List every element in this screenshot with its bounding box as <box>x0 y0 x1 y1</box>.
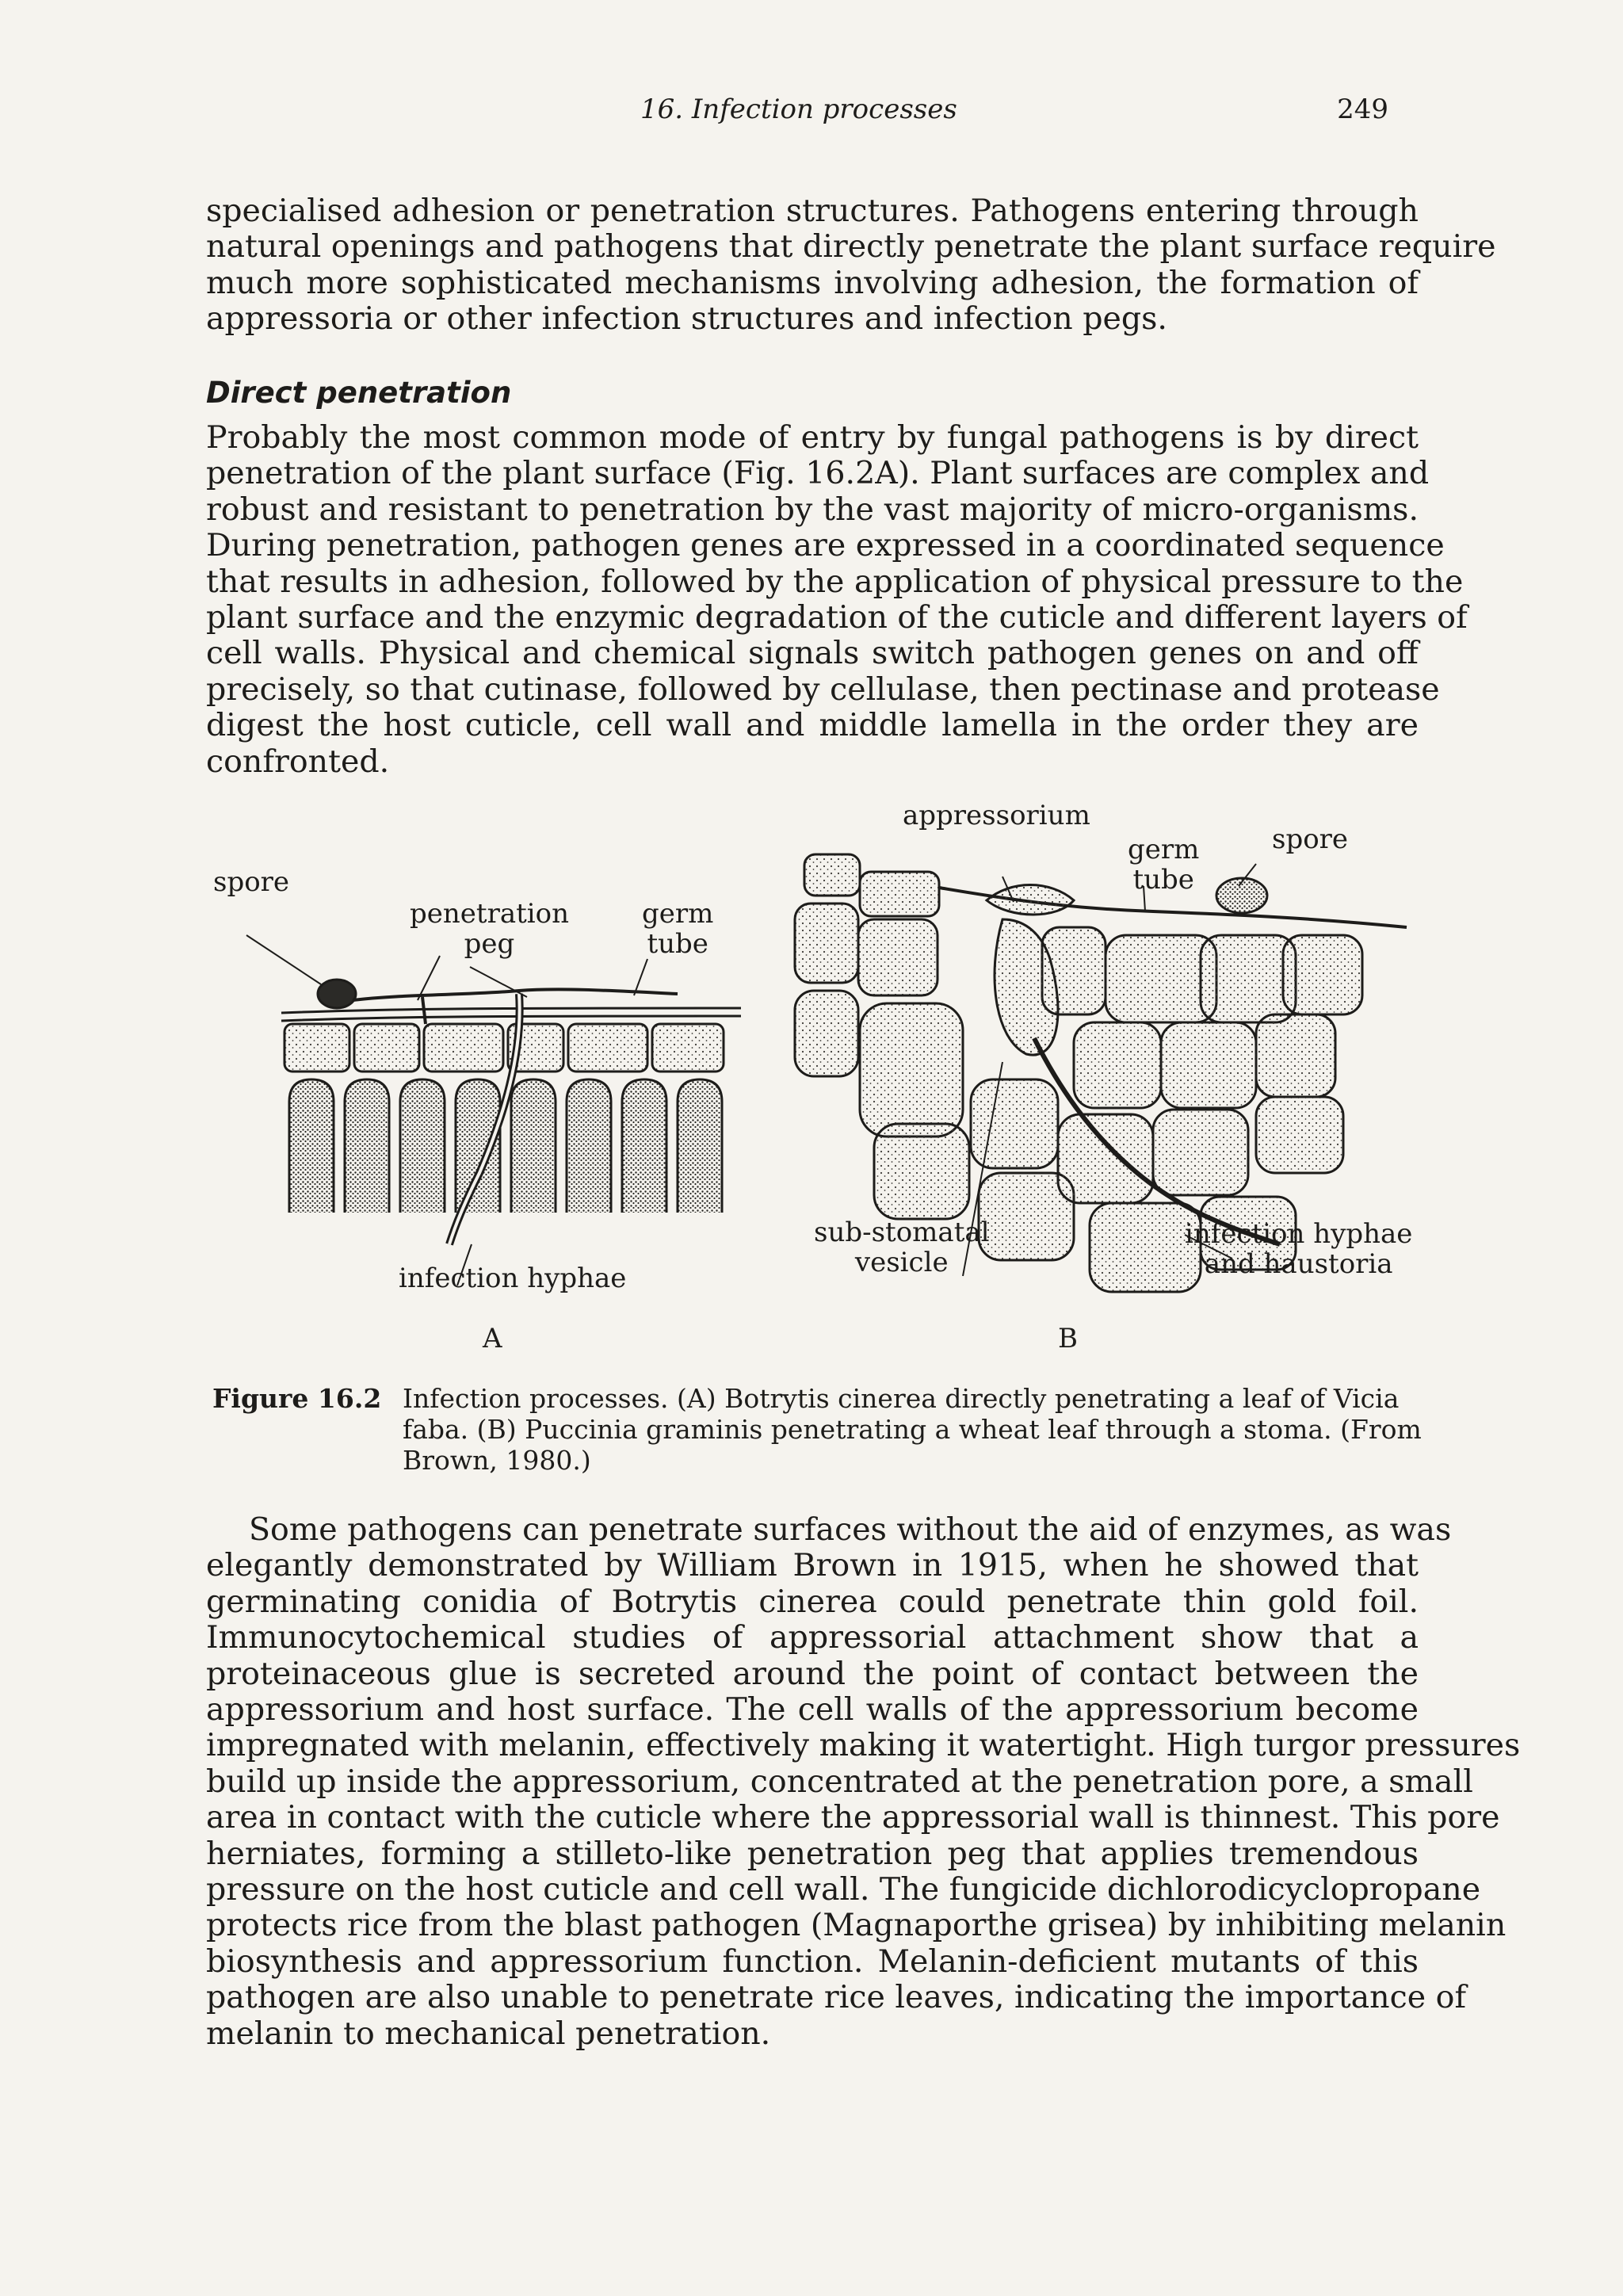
label-line: tube <box>647 928 708 960</box>
text-line: Probably the most common mode of entry by fungal pathogens is by direct <box>206 419 1419 456</box>
text-line: precisely, so that cutinase, followed by cellulase, then pectinase and protease <box>206 670 1440 708</box>
epidermal-cells <box>285 1024 724 1072</box>
text-line: biosynthesis and appressorium function. Melanin-deficient mutants of this <box>206 1943 1419 1980</box>
intro-paragraph <box>206 193 1496 338</box>
caption-text <box>403 1383 1433 1476</box>
caption-label: Figure 16.2 <box>212 1383 382 1414</box>
label-line: germ <box>1128 834 1200 865</box>
text-line: Immunocytochemical studies of appressorial attachment show that a <box>206 1619 1419 1656</box>
section-heading: Direct penetration <box>206 376 512 410</box>
figure-16-2 <box>202 800 1438 1387</box>
text-line: that results in adhesion, followed by the application of physical pressure to the <box>206 563 1464 600</box>
enzymes-paragraph <box>206 1511 1521 2052</box>
label-appressorium: appressorium <box>903 800 1090 831</box>
text-line: appressoria or other infection structures and infection pegs. <box>206 300 1167 338</box>
appressorium-shape <box>987 885 1074 915</box>
caption-line: faba. (B) Puccinia graminis penetrating a wheat leaf through a stoma. (From <box>403 1414 1422 1445</box>
caption-line: Infection processes. (A) Botrytis cinerea directly penetrating a leaf of Vicia <box>403 1383 1400 1414</box>
spore-a <box>318 980 356 1008</box>
label-infection-hyphae: infection hyphae <box>399 1263 627 1294</box>
label-line: germ <box>642 898 714 930</box>
text-line: germinating conidia of Botrytis cinerea could penetrate thin gold foil. <box>206 1583 1419 1620</box>
running-title: 16. Infection processes <box>640 94 957 125</box>
label-line: tube <box>1132 864 1194 896</box>
caption-line: Brown, 1980.) <box>403 1445 591 1476</box>
running-head <box>206 94 1411 138</box>
text-line: confronted. <box>206 743 390 780</box>
text-line: During penetration, pathogen genes are expressed in a coordinated sequence <box>206 527 1445 564</box>
text-line: digest the host cuticle, cell wall and middle lamella in the order they are <box>206 707 1419 744</box>
text-line: elegantly demonstrated by William Brown in 1915, when he showed that <box>206 1547 1419 1584</box>
text-line: natural openings and pathogens that directly penetrate the plant surface require <box>206 228 1496 266</box>
text-line: pathogen are also unable to penetrate rice leaves, indicating the importance of <box>206 1979 1467 2016</box>
label-sub-stomatal-vesicle <box>814 1217 990 1278</box>
direct-penetration-paragraph <box>206 419 1468 780</box>
label-infection-hyphae-haustoria <box>1185 1219 1412 1279</box>
label-line: vesicle <box>854 1247 949 1278</box>
text-line: pressure on the host cuticle and cell wall. The fungicide dichlorodicyclopropane <box>206 1871 1481 1908</box>
panel-a-letter: A <box>483 1323 502 1354</box>
text-line: specialised adhesion or penetration structures. Pathogens entering through <box>206 193 1419 229</box>
text-line: much more sophisticated mechanisms involving adhesion, the formation of <box>206 264 1419 301</box>
text-line: area in contact with the cuticle where the appressorial wall is thinnest. This pore <box>206 1799 1500 1836</box>
text-line: cell walls. Physical and chemical signals switch pathogen genes on and off <box>206 635 1419 672</box>
figure-illustration <box>202 800 1438 1387</box>
panel-b-letter: B <box>1058 1323 1078 1354</box>
text-line: Some pathogens can penetrate surfaces without the aid of enzymes, as was <box>249 1511 1452 1548</box>
label-line: infection hyphae <box>1185 1218 1413 1250</box>
text-line: impregnated with melanin, effectively making it watertight. High turgor pressures <box>206 1727 1521 1764</box>
text-line: plant surface and the enzymic degradation of the cuticle and different layers of <box>206 599 1468 636</box>
text-line: herniates, forming a stilleto-like penetration peg that applies tremendous <box>206 1835 1419 1872</box>
label-line: and haustoria <box>1204 1248 1393 1280</box>
label-germ-tube-b <box>1128 835 1199 895</box>
text-line: robust and resistant to penetration by the vast majority of micro-organisms. <box>206 491 1419 528</box>
spore-b <box>1216 878 1267 913</box>
text-line: build up inside the appressorium, concentrated at the penetration pore, a small <box>206 1763 1473 1800</box>
label-spore-b: spore <box>1272 823 1349 855</box>
text-line: appressorium and host surface. The cell walls of the appressorium become <box>206 1691 1419 1729</box>
label-line: penetration <box>410 898 569 930</box>
text-line: melanin to mechanical penetration. <box>206 2015 771 2052</box>
label-germ-tube-a <box>642 899 713 959</box>
text-line: proteinaceous glue is secreted around the point of contact between the <box>206 1655 1419 1692</box>
text-line: protects rice from the blast pathogen (Magnaporthe grisea) by inhibiting melanin <box>206 1907 1507 1944</box>
label-spore-a: spore <box>213 866 290 898</box>
panel-a-drawing <box>246 935 741 1286</box>
label-penetration-peg <box>410 899 569 959</box>
label-line: sub-stomatal <box>814 1217 990 1248</box>
text-line: penetration of the plant surface (Fig. 16.2A). Plant surfaces are complex and <box>206 455 1430 492</box>
page-number: 249 <box>1337 94 1388 125</box>
label-line: peg <box>464 928 515 960</box>
